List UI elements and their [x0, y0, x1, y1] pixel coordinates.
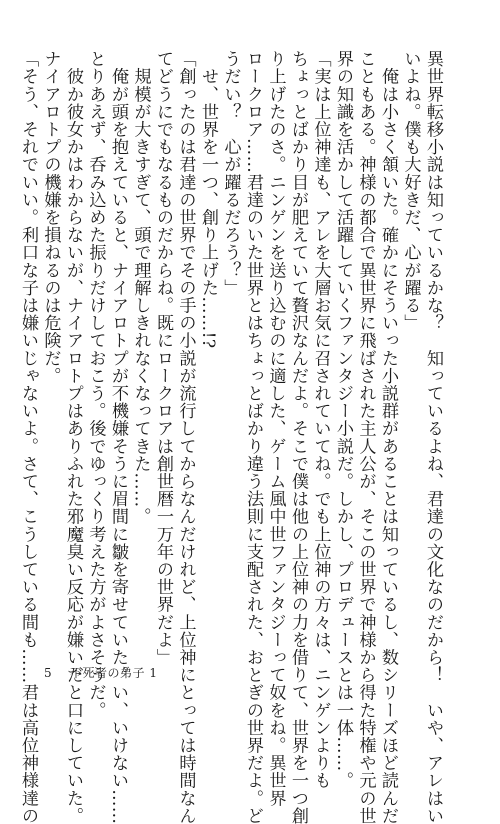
text-line: うだい？ 心が躍るだろう？」 [220, 50, 241, 297]
text-line: せ、世界を一つ、創り上げた……!? [198, 50, 218, 349]
text-line: 俺は小さく頷いた。確かにそういった小説群があることは知っているし、数シリーズほど読んだ [378, 50, 398, 824]
text-line: とりあえず、呑み込めた振りだけしておこう。後でゆっくり考えた方がよさそうだ。 [85, 50, 106, 719]
text-line: 「そう、それでいい。利口な子は嫌いじゃないよ。さて、こうしている間も……君は高位神様達の [18, 50, 38, 824]
text-line: いよね。僕も大好きだ、心が躍る」 [400, 50, 421, 332]
text-line: こともある。神様の都合で異世界に飛ばされた主人公が、そこの世界で神様から得た特権や元の世 [355, 50, 376, 824]
text-line: ちょっとばかり目が肥えていて贅沢なんだよ。そこで僕は他の上位神の力を借りて、世界を一つ創 [288, 50, 308, 824]
page-footer [44, 664, 157, 681]
text-line: ナイアロトプの機嫌を損ねるのは危険だ。 [40, 50, 61, 385]
text-line: 異世界転移小説は知っているかな？ 知っているよね、君達の文化なのだから！ いや、アレはい [423, 50, 443, 824]
text-line: 規模が大きすぎて、頭で理解しきれなくなってきた……。 [130, 50, 151, 526]
text-line: 界の知識を活かして活躍していくファンタジー小説だ。しかし、プロデュースとは一体……。 [333, 50, 353, 790]
text-line: 「実は上位神達も、アレを大層お気に召されていてね。でも上位神の方々は、ニンゲンよりも [310, 50, 331, 790]
text-line: 俺が頭を抱えていると、ナイアロトプが不機嫌そうに眉間に皺を寄せていた。い、いけない…… [108, 50, 128, 824]
book-title: 不死者の弟子 1 [70, 666, 158, 680]
text-line: 「創ったのは君達の世界でその手の小説が流行してからなんだけれど、上位神にとっては時間なん [175, 50, 196, 824]
page-number: 5 [44, 666, 52, 680]
text-line: てどうにでもなるものだからね。既にロークロアは創世暦一万年の世界だよ」 [153, 50, 173, 666]
text-line: り上げたのさ。ニンゲンを送り込むのに適した、ゲーム風中世ファンタジーって奴をね。異世界 [265, 50, 286, 807]
text-line: ロークロア……君達のいた世界とはちょっとばかり違う法則に支配された、おとぎの世界だよ。ど [243, 50, 263, 824]
text-line: 彼か彼女かはわからないが、ナイアロトプはありふれた邪魔臭い反応が嫌いだと口にしていた。 [63, 50, 83, 824]
